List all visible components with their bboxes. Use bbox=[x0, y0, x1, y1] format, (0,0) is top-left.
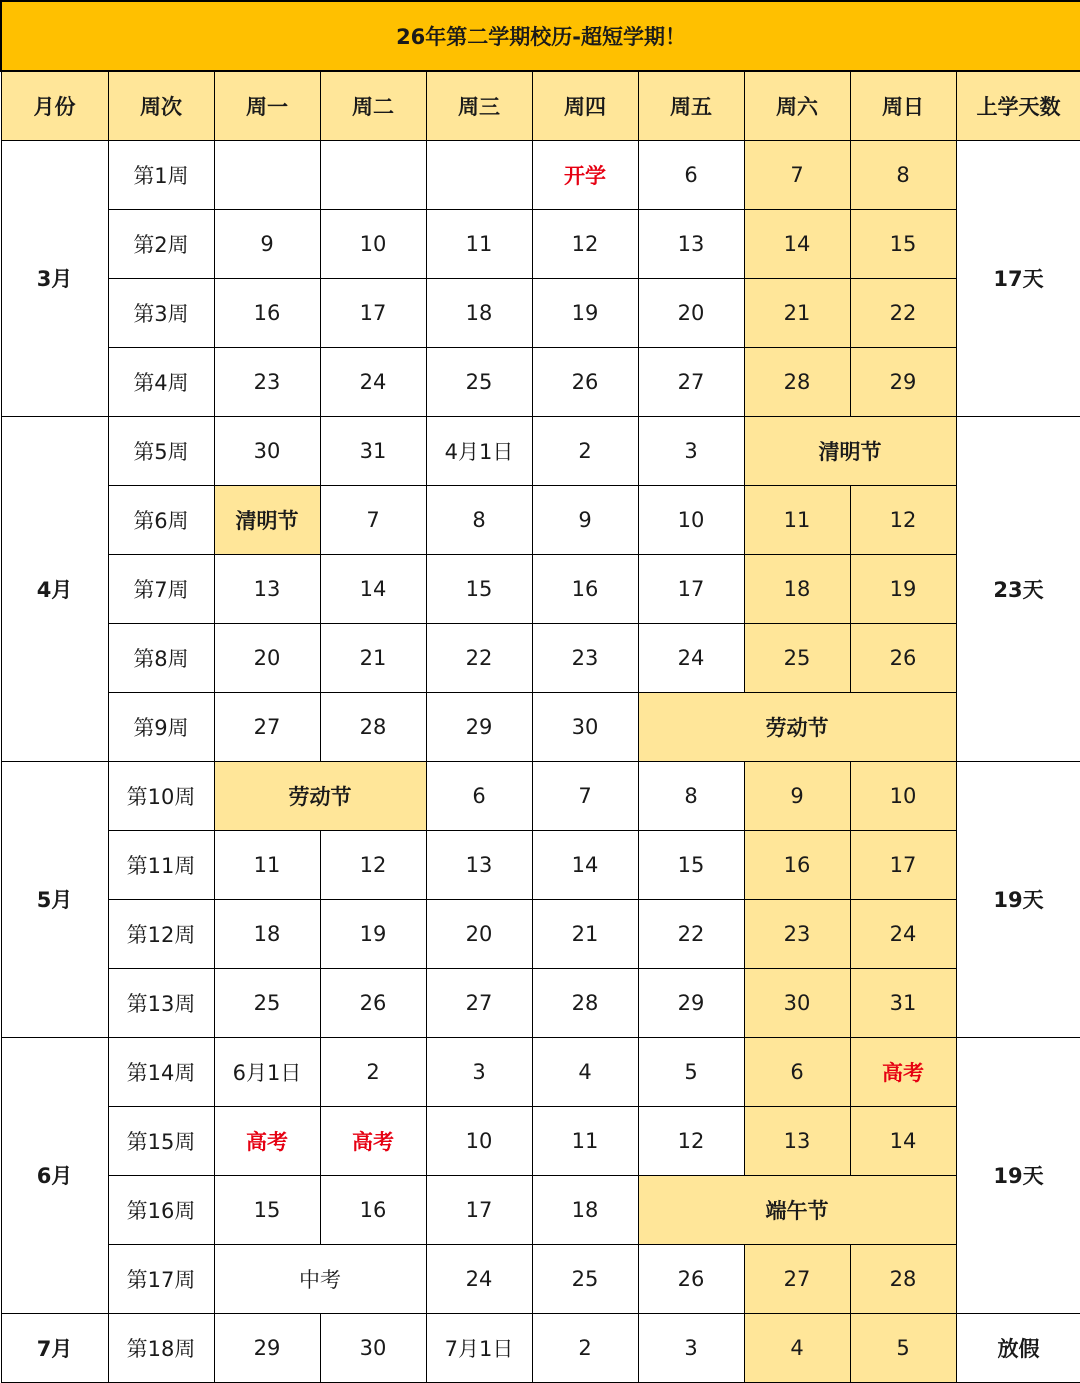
day-cell: 20 bbox=[638, 278, 744, 347]
day-cell bbox=[214, 140, 320, 209]
week-row bbox=[1, 1106, 1080, 1175]
day-cell: 13 bbox=[638, 209, 744, 278]
day-cell: 13 bbox=[214, 554, 320, 623]
school-days-count: 19天 bbox=[956, 761, 1080, 1037]
weekend-cell: 29 bbox=[850, 347, 956, 416]
week-row bbox=[1, 1244, 1080, 1313]
day-cell: 17 bbox=[320, 278, 426, 347]
day-cell: 15 bbox=[638, 830, 744, 899]
week-row bbox=[1, 899, 1080, 968]
day-cell: 10 bbox=[426, 1106, 532, 1175]
week-label: 第6周 bbox=[108, 485, 214, 554]
day-cell: 22 bbox=[638, 899, 744, 968]
day-cell: 6月1日 bbox=[214, 1037, 320, 1106]
day-cell: 21 bbox=[532, 899, 638, 968]
holiday-cell: 劳动节 bbox=[638, 692, 956, 761]
day-cell: 11 bbox=[532, 1106, 638, 1175]
day-cell: 12 bbox=[532, 209, 638, 278]
day-cell: 27 bbox=[426, 968, 532, 1037]
day-cell: 11 bbox=[426, 209, 532, 278]
day-cell: 24 bbox=[320, 347, 426, 416]
holiday-cell: 清明节 bbox=[744, 416, 956, 485]
header-month: 月份 bbox=[1, 71, 108, 140]
header-tue: 周二 bbox=[320, 71, 426, 140]
weekend-cell: 7 bbox=[744, 140, 850, 209]
day-cell: 31 bbox=[320, 416, 426, 485]
day-cell: 22 bbox=[426, 623, 532, 692]
day-cell: 27 bbox=[214, 692, 320, 761]
weekend-cell: 6 bbox=[744, 1037, 850, 1106]
header-row bbox=[1, 71, 1080, 140]
day-cell: 2 bbox=[532, 1313, 638, 1382]
day-cell: 8 bbox=[426, 485, 532, 554]
weekend-cell: 28 bbox=[744, 347, 850, 416]
day-cell: 24 bbox=[638, 623, 744, 692]
week-label: 第8周 bbox=[108, 623, 214, 692]
day-cell: 16 bbox=[214, 278, 320, 347]
day-cell: 4 bbox=[532, 1037, 638, 1106]
day-cell: 26 bbox=[320, 968, 426, 1037]
week-label: 第3周 bbox=[108, 278, 214, 347]
weekend-cell: 26 bbox=[850, 623, 956, 692]
day-cell: 29 bbox=[638, 968, 744, 1037]
day-cell: 30 bbox=[214, 416, 320, 485]
week-label: 第11周 bbox=[108, 830, 214, 899]
day-cell: 19 bbox=[320, 899, 426, 968]
week-row bbox=[1, 761, 1080, 830]
day-cell: 18 bbox=[214, 899, 320, 968]
week-label: 第5周 bbox=[108, 416, 214, 485]
weekend-cell: 17 bbox=[850, 830, 956, 899]
day-cell: 6 bbox=[426, 761, 532, 830]
week-row bbox=[1, 1313, 1080, 1382]
weekend-cell: 8 bbox=[850, 140, 956, 209]
weekend-cell: 9 bbox=[744, 761, 850, 830]
day-cell: 29 bbox=[214, 1313, 320, 1382]
month-label: 6月 bbox=[1, 1037, 108, 1313]
header-sat: 周六 bbox=[744, 71, 850, 140]
weekend-cell: 14 bbox=[850, 1106, 956, 1175]
day-cell: 17 bbox=[638, 554, 744, 623]
week-row bbox=[1, 554, 1080, 623]
day-cell bbox=[426, 140, 532, 209]
day-cell: 10 bbox=[320, 209, 426, 278]
day-cell: 3 bbox=[638, 416, 744, 485]
day-cell: 7 bbox=[320, 485, 426, 554]
day-cell: 7 bbox=[532, 761, 638, 830]
day-cell: 25 bbox=[426, 347, 532, 416]
header-school-days: 上学天数 bbox=[956, 71, 1080, 140]
day-cell: 26 bbox=[638, 1244, 744, 1313]
week-row bbox=[1, 623, 1080, 692]
week-label: 第1周 bbox=[108, 140, 214, 209]
day-cell: 12 bbox=[320, 830, 426, 899]
header-week: 周次 bbox=[108, 71, 214, 140]
holiday-cell: 端午节 bbox=[638, 1175, 956, 1244]
zhongkao-cell: 中考 bbox=[214, 1244, 426, 1313]
weekend-cell: 4 bbox=[744, 1313, 850, 1382]
day-cell: 14 bbox=[532, 830, 638, 899]
week-label: 第13周 bbox=[108, 968, 214, 1037]
week-row bbox=[1, 347, 1080, 416]
day-cell: 30 bbox=[320, 1313, 426, 1382]
school-start-label: 开学 bbox=[532, 140, 638, 209]
day-cell: 12 bbox=[638, 1106, 744, 1175]
school-days-count: 23天 bbox=[956, 416, 1080, 761]
header-fri: 周五 bbox=[638, 71, 744, 140]
week-row bbox=[1, 416, 1080, 485]
day-cell: 3 bbox=[638, 1313, 744, 1382]
week-label: 第17周 bbox=[108, 1244, 214, 1313]
month-label: 3月 bbox=[1, 140, 108, 416]
day-cell: 7月1日 bbox=[426, 1313, 532, 1382]
week-row bbox=[1, 140, 1080, 209]
weekend-cell: 5 bbox=[850, 1313, 956, 1382]
week-label: 第7周 bbox=[108, 554, 214, 623]
day-cell: 18 bbox=[532, 1175, 638, 1244]
week-row bbox=[1, 485, 1080, 554]
weekend-cell: 30 bbox=[744, 968, 850, 1037]
day-cell: 3 bbox=[426, 1037, 532, 1106]
day-cell: 20 bbox=[426, 899, 532, 968]
week-label: 第14周 bbox=[108, 1037, 214, 1106]
day-cell: 23 bbox=[532, 623, 638, 692]
day-cell: 5 bbox=[638, 1037, 744, 1106]
weekend-cell: 25 bbox=[744, 623, 850, 692]
header-wed: 周三 bbox=[426, 71, 532, 140]
day-cell: 13 bbox=[426, 830, 532, 899]
weekend-cell: 23 bbox=[744, 899, 850, 968]
weekend-cell: 24 bbox=[850, 899, 956, 968]
week-row bbox=[1, 278, 1080, 347]
weekend-cell: 14 bbox=[744, 209, 850, 278]
day-cell: 26 bbox=[532, 347, 638, 416]
calendar-title: 26年第二学期校历-超短学期！ bbox=[1, 1, 1080, 71]
day-cell: 19 bbox=[532, 278, 638, 347]
weekend-cell: 12 bbox=[850, 485, 956, 554]
week-label: 第18周 bbox=[108, 1313, 214, 1382]
month-label: 7月 bbox=[1, 1313, 108, 1382]
day-cell: 24 bbox=[426, 1244, 532, 1313]
day-cell: 14 bbox=[320, 554, 426, 623]
weekend-cell: 18 bbox=[744, 554, 850, 623]
day-cell: 30 bbox=[532, 692, 638, 761]
weekend-cell: 11 bbox=[744, 485, 850, 554]
week-label: 第12周 bbox=[108, 899, 214, 968]
day-cell: 18 bbox=[426, 278, 532, 347]
header-thu: 周四 bbox=[532, 71, 638, 140]
day-cell bbox=[320, 140, 426, 209]
day-cell: 29 bbox=[426, 692, 532, 761]
school-days-count: 17天 bbox=[956, 140, 1080, 416]
day-cell: 2 bbox=[320, 1037, 426, 1106]
weekend-cell: 19 bbox=[850, 554, 956, 623]
weekend-cell: 28 bbox=[850, 1244, 956, 1313]
day-cell: 20 bbox=[214, 623, 320, 692]
header-sun: 周日 bbox=[850, 71, 956, 140]
title-row bbox=[1, 1, 1080, 71]
week-label: 第4周 bbox=[108, 347, 214, 416]
weekend-cell: 10 bbox=[850, 761, 956, 830]
week-label: 第10周 bbox=[108, 761, 214, 830]
weekend-cell: 31 bbox=[850, 968, 956, 1037]
day-cell: 11 bbox=[214, 830, 320, 899]
weekend-cell: 22 bbox=[850, 278, 956, 347]
week-label: 第15周 bbox=[108, 1106, 214, 1175]
day-cell: 25 bbox=[532, 1244, 638, 1313]
day-cell: 25 bbox=[214, 968, 320, 1037]
week-row bbox=[1, 830, 1080, 899]
month-label: 5月 bbox=[1, 761, 108, 1037]
week-label: 第2周 bbox=[108, 209, 214, 278]
week-row bbox=[1, 1175, 1080, 1244]
weekend-cell: 15 bbox=[850, 209, 956, 278]
day-cell: 23 bbox=[214, 347, 320, 416]
day-cell: 16 bbox=[320, 1175, 426, 1244]
day-cell: 4月1日 bbox=[426, 416, 532, 485]
day-cell: 6 bbox=[638, 140, 744, 209]
month-label: 4月 bbox=[1, 416, 108, 761]
school-days-count: 19天 bbox=[956, 1037, 1080, 1313]
day-cell: 16 bbox=[532, 554, 638, 623]
day-cell: 10 bbox=[638, 485, 744, 554]
header-mon: 周一 bbox=[214, 71, 320, 140]
vacation-label: 放假 bbox=[956, 1313, 1080, 1382]
week-row bbox=[1, 1037, 1080, 1106]
day-cell: 21 bbox=[320, 623, 426, 692]
day-cell: 15 bbox=[426, 554, 532, 623]
week-row bbox=[1, 968, 1080, 1037]
day-cell: 9 bbox=[532, 485, 638, 554]
day-cell: 28 bbox=[532, 968, 638, 1037]
day-cell: 28 bbox=[320, 692, 426, 761]
day-cell: 17 bbox=[426, 1175, 532, 1244]
week-label: 第16周 bbox=[108, 1175, 214, 1244]
holiday-cell: 劳动节 bbox=[214, 761, 426, 830]
day-cell: 27 bbox=[638, 347, 744, 416]
gaokao-label: 高考 bbox=[214, 1106, 320, 1175]
gaokao-label: 高考 bbox=[850, 1037, 956, 1106]
gaokao-label: 高考 bbox=[320, 1106, 426, 1175]
day-cell: 15 bbox=[214, 1175, 320, 1244]
week-label: 第9周 bbox=[108, 692, 214, 761]
holiday-cell: 清明节 bbox=[214, 485, 320, 554]
day-cell: 9 bbox=[214, 209, 320, 278]
day-cell: 2 bbox=[532, 416, 638, 485]
weekend-cell: 21 bbox=[744, 278, 850, 347]
weekend-cell: 27 bbox=[744, 1244, 850, 1313]
weekend-cell: 13 bbox=[744, 1106, 850, 1175]
day-cell: 8 bbox=[638, 761, 744, 830]
week-row bbox=[1, 209, 1080, 278]
week-row bbox=[1, 692, 1080, 761]
weekend-cell: 16 bbox=[744, 830, 850, 899]
